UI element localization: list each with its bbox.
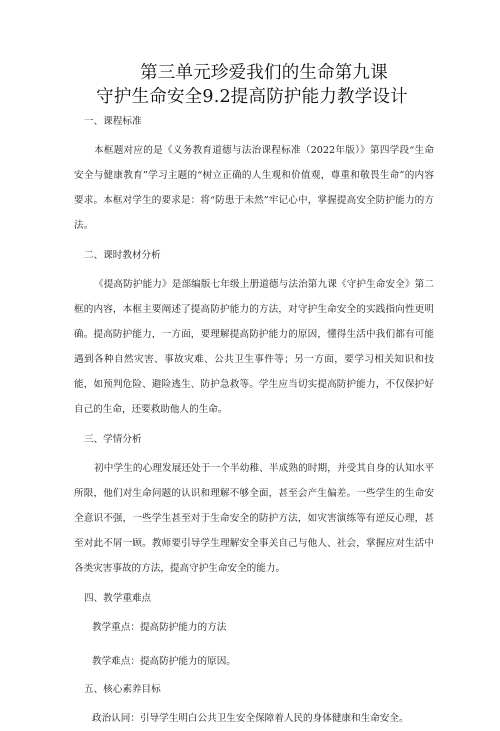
section-heading-textbook-analysis: 二、课时教材分析 xyxy=(84,250,161,261)
section-body-textbook-analysis: 《提高防护能力》是部编版七年级上册道德与法治第九课《守护生命安全》第二框的内容，本框主要阐述了提高防护能力的方法，对守护生命安全的实践指向性更明确。提高防护能力，一方面，要理解提高防护能力的原因，懂得生活中我们都有可能遇到各种自然灾害、事故灾难、公共卫生事件等；另一方面，要学习相关知识和技能，如预判危险、避险逃生、防护急救等。学生应当切实提高防护能力，不仅保护好自己的生命，还要救助他人的生命。 xyxy=(74,279,434,415)
section-body-student-analysis: 初中学生的心理发展还处于一个半幼稚、半成熟的时期，并受其自身的认知水平所限，他们对生命问题的认识和理解不够全面，甚至会产生偏差。一些学生的生命安全意识不强，一些学生甚至对于生命安全的防护方法，如灾害演练等有逆反心理，甚至对此不屑一顾。教师要引导学生理解安全事关自己与他人、社会，掌握应对生活中各类灾害事故的方法，提高守护生命安全的能力。 xyxy=(74,463,434,574)
section-heading-curriculum-standard: 一、课程标准 xyxy=(84,116,142,127)
document-title-line-1: 第三单元珍爱我们的生命第九课 xyxy=(140,63,388,83)
section-body-curriculum-standard: 本框题对应的是《义务教育道德与法治课程标准（2022年版）》第四学段“生命安全与健康教育”学习主题的“树立正确的人生观和价值观，尊重和敬畏生命”的内容要求。本框对学生的要求是：将“防患于未然”牢记心中，掌握提高安全防护能力的方法。 xyxy=(74,145,434,231)
section-body-core-literacy-goals: 政治认同：引导学生明白公共卫生安全保障着人民的身体健康和生命安全。 xyxy=(92,713,409,724)
section-heading-student-analysis: 三、学情分析 xyxy=(84,434,142,445)
section-heading-key-difficult-points: 四、教学重难点 xyxy=(84,593,152,604)
section-body-key-point: 教学重点：提高防护能力的方法 xyxy=(92,622,227,633)
section-heading-core-literacy-goals: 五、核心素养目标 xyxy=(84,684,161,695)
section-body-difficult-point: 教学难点：提高防护能力的原因。 xyxy=(92,656,236,667)
document-body xyxy=(74,115,434,731)
document-title-line-2: 守护生命安全9.2提高防护能力教学设计 xyxy=(96,87,408,107)
